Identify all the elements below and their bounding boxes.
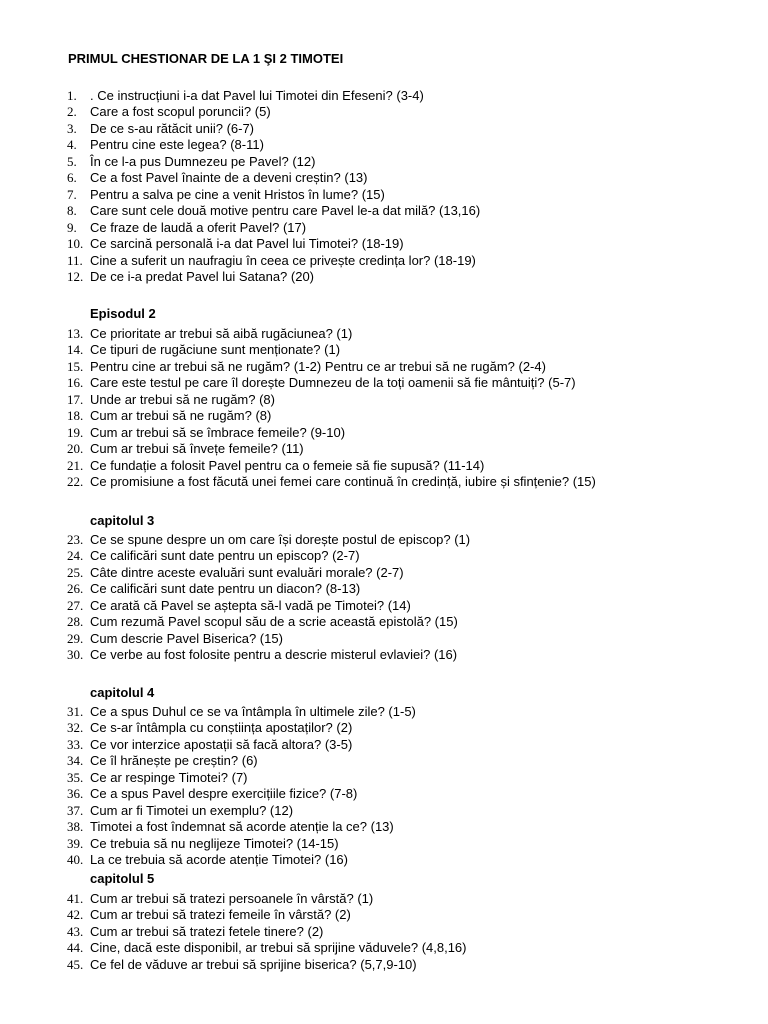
section-heading: capitolul 3 bbox=[90, 513, 155, 528]
question-text: Cum ar trebui să se îmbrace femeile? (9-10) bbox=[90, 424, 346, 440]
question-number: 11. bbox=[67, 252, 83, 268]
question-text: Ce fraze de laudă a oferit Pavel? (17) bbox=[90, 219, 307, 235]
question-text: Ce a fost Pavel înainte de a deveni creștin? (13) bbox=[90, 170, 368, 186]
question-number: 5. bbox=[67, 153, 77, 169]
question-number: 26. bbox=[67, 581, 84, 597]
question-text: Timotei a fost îndemnat să acorde atenție la ce? (13) bbox=[90, 819, 394, 835]
question-text: Ce a spus Pavel despre exercițiile fizice? (7-8) bbox=[90, 786, 358, 802]
question-text: Care a fost scopul poruncii? (5) bbox=[90, 104, 271, 120]
document-title: PRIMUL CHESTIONAR DE LA 1 ŞI 2 TIMOTEI bbox=[68, 51, 344, 66]
question-text: Ce verbe au fost folosite pentru a descrie misterul evlaviei? (16) bbox=[90, 647, 458, 663]
question-text: Cum descrie Pavel Biserica? (15) bbox=[90, 630, 283, 646]
question-text: În ce l-a pus Dumnezeu pe Pavel? (12) bbox=[90, 153, 316, 169]
question-text: De ce i-a predat Pavel lui Satana? (20) bbox=[90, 268, 315, 284]
question-number: 20. bbox=[67, 441, 84, 457]
question-text: Ce prioritate ar trebui să aibă rugăciunea? (1) bbox=[90, 326, 353, 341]
question-text: La ce trebuia să acorde atenție Timotei? (16) bbox=[90, 852, 348, 868]
question-number: 3. bbox=[67, 120, 77, 136]
question-number: 29. bbox=[67, 630, 84, 646]
question-number: 38. bbox=[67, 819, 84, 835]
question-text: Ce sarcină personală i-a dat Pavel lui Timotei? (18-19) bbox=[90, 236, 404, 252]
question-number: 14. bbox=[67, 342, 84, 358]
question-text: Ce calificări sunt date pentru un episcop? (2-7) bbox=[90, 548, 360, 564]
question-number: 12. bbox=[67, 268, 84, 284]
question-number: 35. bbox=[67, 769, 84, 785]
question-number: 43. bbox=[67, 923, 84, 939]
question-text: Ce ar respinge Timotei? (7) bbox=[90, 769, 248, 785]
question-text: Care sunt cele două motive pentru care Pavel le-a dat milă? (13,16) bbox=[90, 203, 481, 219]
question-text: Câte dintre aceste evaluări sunt evaluări morale? (2-7) bbox=[90, 564, 404, 580]
question-number: 18. bbox=[67, 408, 84, 424]
question-number: 21. bbox=[67, 457, 84, 473]
question-text: Cum ar trebui să tratezi fetele tinere? (2) bbox=[90, 923, 324, 939]
question-number: 32. bbox=[67, 720, 84, 736]
question-text: Ce trebuia să nu neglijeze Timotei? (14-15) bbox=[90, 835, 339, 851]
question-number: 6. bbox=[67, 170, 77, 186]
question-text: Cum ar trebui să ne rugăm? (8) bbox=[90, 408, 272, 424]
question-text: Ce calificări sunt date pentru un diacon? (8-13) bbox=[90, 581, 361, 597]
section-heading: capitolul 4 bbox=[90, 685, 155, 700]
question-number: 16. bbox=[67, 375, 84, 391]
section-heading: capitolul 5 bbox=[90, 871, 155, 886]
question-number: 19. bbox=[67, 424, 84, 440]
section-heading: Episodul 2 bbox=[90, 306, 156, 321]
question-number: 8. bbox=[67, 203, 77, 219]
question-number: 34. bbox=[67, 753, 84, 769]
question-number: 28. bbox=[67, 614, 84, 630]
question-number: 40. bbox=[67, 852, 84, 868]
question-text: Cum rezumă Pavel scopul său de a scrie această epistolă? (15) bbox=[90, 614, 458, 630]
question-text: Unde ar trebui să ne rugăm? (8) bbox=[90, 391, 275, 407]
question-text: Cine a suferit un naufragiu în ceea ce privește credința lor? (18-19) bbox=[90, 252, 476, 268]
question-number: 27. bbox=[67, 597, 84, 613]
question-text: Cum ar trebui să învețe femeile? (11) bbox=[90, 441, 304, 457]
question-number: 31. bbox=[67, 704, 84, 719]
question-number: 39. bbox=[67, 835, 84, 851]
question-text: Cum ar trebui să tratezi persoanele în vârstă? (1) bbox=[90, 891, 374, 906]
question-text: Ce se spune despre un om care își dorește postul de episcop? (1) bbox=[90, 532, 471, 547]
question-text: Pentru cine este legea? (8-11) bbox=[90, 137, 264, 153]
question-number: 1. bbox=[67, 88, 77, 103]
question-text: Ce fundație a folosit Pavel pentru ca o femeie să fie supusă? (11-14) bbox=[90, 457, 485, 473]
question-text: Cum ar trebui să tratezi femeile în vârstă? (2) bbox=[90, 907, 351, 923]
question-number: 22. bbox=[67, 474, 84, 490]
question-text: Pentru a salva pe cine a venit Hristos în lume? (15) bbox=[90, 186, 385, 202]
question-number: 10. bbox=[67, 236, 84, 252]
question-text: Cine, dacă este disponibil, ar trebui să sprijine văduvele? (4,8,16) bbox=[90, 940, 467, 956]
question-number: 7. bbox=[67, 186, 77, 202]
question-number: 23. bbox=[67, 532, 84, 547]
question-text: Ce îl hrănește pe creștin? (6) bbox=[90, 753, 258, 769]
question-text: Ce tipuri de rugăciune sunt menționate? (1) bbox=[90, 342, 341, 358]
question-text: Ce s-ar întâmpla cu conștiința apostaților? (2) bbox=[90, 720, 353, 736]
question-text: Cum ar fi Timotei un exemplu? (12) bbox=[90, 802, 294, 818]
question-text: Ce fel de văduve ar trebui să sprijine biserica? (5,7,9-10) bbox=[90, 956, 417, 972]
question-number: 17. bbox=[67, 391, 84, 407]
question-number: 41. bbox=[67, 891, 84, 906]
question-number: 33. bbox=[67, 736, 84, 752]
question-text: Pentru cine ar trebui să ne rugăm? (1-2) Pentru ce ar trebui să ne rugăm? (2-4) bbox=[90, 358, 546, 374]
question-number: 4. bbox=[67, 137, 77, 153]
question-number: 13. bbox=[67, 326, 84, 341]
question-text: Ce promisiune a fost făcută unei femei care continuă în credință, iubire și sfințenie? (15) bbox=[90, 474, 596, 490]
question-number: 45. bbox=[67, 956, 84, 972]
question-number: 42. bbox=[67, 907, 84, 923]
question-number: 36. bbox=[67, 786, 84, 802]
question-text: Ce vor interzice apostații să facă altora? (3-5) bbox=[90, 736, 353, 752]
question-number: 24. bbox=[67, 548, 84, 564]
question-text: . Ce instrucțiuni i-a dat Pavel lui Timotei din Efeseni? (3-4) bbox=[90, 88, 424, 103]
question-number: 25. bbox=[67, 564, 84, 580]
question-text: Care este testul pe care îl dorește Dumnezeu de la toți oamenii să fie mântuiți? (5-7) bbox=[90, 375, 576, 391]
question-number: 9. bbox=[67, 219, 77, 235]
question-number: 15. bbox=[67, 358, 84, 374]
question-number: 37. bbox=[67, 802, 84, 818]
question-number: 30. bbox=[67, 647, 84, 663]
question-text: De ce s-au rătăcit unii? (6-7) bbox=[90, 120, 255, 136]
question-number: 44. bbox=[67, 940, 84, 956]
question-text: Ce a spus Duhul ce se va întâmpla în ultimele zile? (1-5) bbox=[90, 704, 416, 719]
question-number: 2. bbox=[67, 104, 77, 120]
question-text: Ce arată că Pavel se aștepta să-l vadă pe Timotei? (14) bbox=[90, 597, 411, 613]
